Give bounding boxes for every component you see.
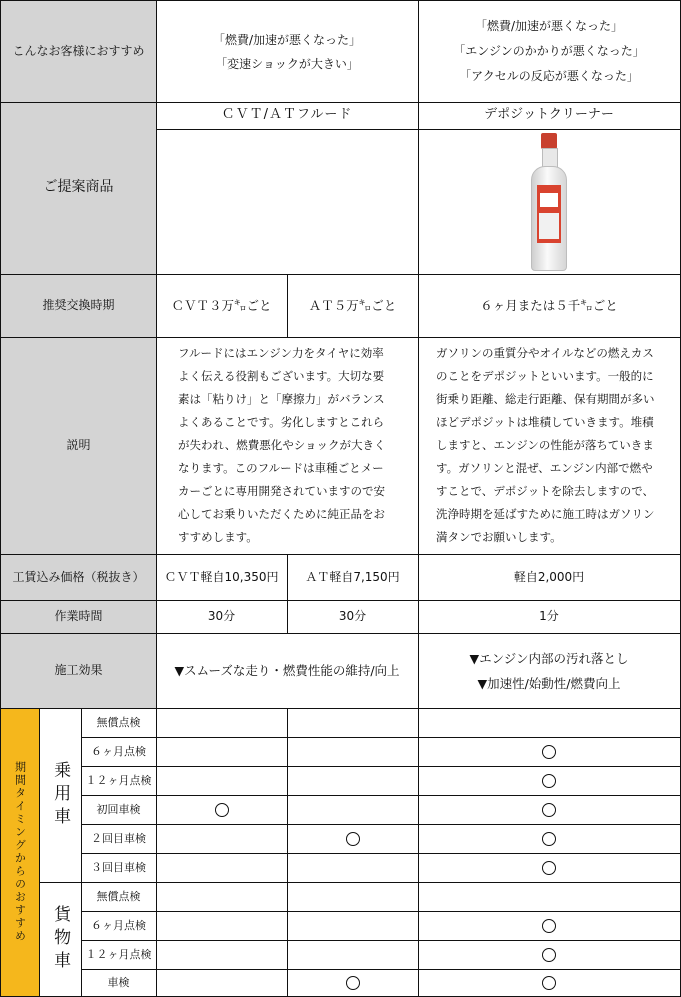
fluid-desc-line: 素は「粘りけ」と「摩擦力」がバランス [178, 392, 385, 406]
interval-label-cell [1, 274, 156, 337]
effect-fluid-cell [156, 633, 418, 708]
circle-mark-icon [542, 774, 556, 788]
timing-row-label-cell [81, 882, 156, 911]
effect-label: 施工効果 [54, 663, 103, 678]
fluid-customer-line: 「変速ショックが大きい」 [215, 56, 359, 71]
fluid-desc-line: すすめします。 [178, 530, 258, 544]
price-cvt-cell [156, 554, 287, 600]
fluid-desc-line: 心してお乗りいただくために純正品をお [178, 507, 385, 521]
circle-mark-icon [542, 919, 556, 933]
circle-mark-icon [346, 832, 360, 846]
work-time-label-cell [1, 600, 156, 633]
interval-at-cell [287, 274, 418, 337]
interval-cleaner-cell [418, 274, 680, 337]
effect-cleaner-line: ▼エンジン内部の汚れ落とし [469, 650, 629, 666]
fluid-product-name: ＣＶＴ/ＡＴフルード [221, 107, 353, 123]
fluid-desc-line: よく伝える役割もございます。大切な要 [178, 369, 385, 383]
product-label-cell [1, 102, 156, 274]
grid-line [39, 882, 681, 883]
cleaner-desc-line: のことをデポジットといいます。一般的に [436, 369, 654, 383]
timing-row-label: ６ヶ月点検 [91, 918, 146, 932]
price-at-cell [287, 554, 418, 600]
timing-cleaner-cell [418, 708, 680, 737]
timing-cleaner-cell [418, 940, 680, 969]
price-at: ＡＴ軽自7,150円 [305, 569, 400, 584]
fluid-desc-line: よくあることです。劣化しますとこれら [178, 415, 385, 429]
timing-at-cell [287, 911, 418, 940]
interval-cvt-cell [156, 274, 287, 337]
cleaner-customer-line: 「アクセルの反応が悪くなった」 [459, 69, 639, 83]
circle-mark-icon [542, 976, 556, 990]
timing-cvt-cell [156, 853, 287, 882]
cleaner-description-cell [418, 337, 680, 554]
description-label: 説明 [66, 438, 91, 453]
grid-line [0, 0, 1, 997]
timing-cleaner-cell [418, 795, 680, 824]
customer-label: こんなお客様におすすめ [12, 44, 145, 59]
timing-at-cell [287, 737, 418, 766]
timing-at-cell [287, 882, 418, 911]
circle-mark-icon [542, 861, 556, 875]
circle-mark-icon [542, 803, 556, 817]
timing-row-label-cell [81, 853, 156, 882]
timing-row-label-cell [81, 737, 156, 766]
grid-line [0, 274, 681, 275]
timing-label-cell [1, 708, 39, 996]
timing-cvt-cell [156, 824, 287, 853]
timing-row-label: ３回目車検 [91, 860, 146, 874]
grid-line [0, 600, 681, 601]
timing-cvt-cell [156, 708, 287, 737]
timing-cleaner-cell [418, 882, 680, 911]
fluid-description [178, 342, 385, 549]
timing-row-label: 車検 [107, 975, 130, 989]
timing-row-label-cell [81, 795, 156, 824]
cleaner-desc-line: ほどデポジットは堆積していきます。堆積 [436, 415, 654, 429]
interval-label: 推奨交換時期 [42, 298, 115, 313]
timing-cleaner-cell [418, 824, 680, 853]
header-label-cell [1, 1, 156, 102]
work-time-label: 作業時間 [54, 609, 103, 624]
work-time-cleaner: 1分 [539, 609, 559, 624]
timing-at-cell [287, 766, 418, 795]
timing-row-label-cell [81, 708, 156, 737]
cleaner-customer-line: 「エンジンのかかりが悪くなった」 [453, 44, 645, 58]
timing-cvt-cell [156, 940, 287, 969]
timing-cleaner-cell [418, 766, 680, 795]
cargo-group-label: 貨物車 [50, 904, 71, 974]
product-label: ご提案商品 [43, 179, 114, 196]
cleaner-desc-line: しますと、エンジンの性能が落ちていきま [436, 438, 654, 452]
timing-row-label: ６ヶ月点検 [91, 744, 146, 758]
cleaner-bottle-icon [531, 133, 567, 271]
cleaner-name-cell [418, 102, 680, 129]
work-time-cvt-cell [156, 600, 287, 633]
circle-mark-icon [542, 745, 556, 759]
interval-cleaner: ６ヶ月または５千㌔ごと [480, 297, 618, 313]
fluid-desc-line: フルードにはエンジン力をタイヤに効率 [178, 346, 384, 360]
timing-row-label-cell [81, 824, 156, 853]
circle-mark-icon [346, 976, 360, 990]
timing-cleaner-cell [418, 911, 680, 940]
timing-row-label: １２ヶ月点検 [85, 773, 152, 787]
grid-line [287, 708, 288, 997]
work-time-at: 30分 [338, 609, 367, 624]
grid-line [0, 0, 681, 1]
timing-label: 期間タイミングからのおすすめ [13, 761, 27, 943]
grid-line [0, 102, 681, 103]
cleaner-desc-line: す。ガソリンと混ぜ、エンジン内部で燃や [436, 461, 653, 475]
effect-cleaner-line: ▼加速性/始動性/燃費向上 [477, 675, 621, 691]
timing-row-label-cell [81, 766, 156, 795]
circle-mark-icon [542, 832, 556, 846]
interval-cvt: ＣＶＴ３万㌔ごと [171, 297, 272, 313]
grid-line [81, 766, 681, 767]
timing-at-cell [287, 940, 418, 969]
description-label-cell [1, 337, 156, 554]
fluid-desc-line: が失われ、燃費悪化やショックが大きく [178, 438, 386, 452]
fluid-description-cell [156, 337, 418, 554]
timing-row-label-cell [81, 969, 156, 996]
work-time-cleaner-cell [418, 600, 680, 633]
timing-cvt-cell [156, 766, 287, 795]
timing-row-label: 無償点検 [96, 715, 141, 729]
cleaner-desc-line: ガソリンの重質分やオイルなどの燃えカス [436, 346, 654, 360]
cleaner-desc-line: 満タンでお願いします。 [436, 530, 562, 544]
timing-row-label-cell [81, 911, 156, 940]
timing-cvt-cell [156, 969, 287, 996]
cleaner-desc-line: すことで、デポジットを除去しますので、 [436, 484, 655, 498]
timing-cvt-cell [156, 882, 287, 911]
cleaner-product-name: デポジットクリーナー [484, 107, 614, 123]
fluid-customers-cell [156, 1, 418, 102]
fluid-desc-line: なります。このフルードは車種ごとメー [178, 461, 384, 475]
grid-line [0, 554, 681, 555]
grid-line [81, 708, 82, 997]
grid-line [0, 337, 681, 338]
grid-line [81, 911, 681, 912]
cleaner-desc-line: 洗浄時期を延ばすために施工時はガソリン [436, 507, 655, 521]
effect-label-cell [1, 633, 156, 708]
passenger-group-label: 乗用車 [50, 760, 71, 830]
cleaner-image-cell [418, 129, 680, 274]
work-time-cvt: 30分 [207, 609, 236, 624]
cleaner-desc-line: 街乗り距離、総走行距離、保有期間が多い [436, 392, 655, 406]
cleaner-description [436, 342, 655, 549]
timing-cvt-cell [156, 795, 287, 824]
grid-line [287, 554, 288, 634]
circle-mark-icon [215, 803, 229, 817]
grid-line [81, 737, 681, 738]
cleaner-customers-cell [418, 1, 680, 102]
grid-line [81, 824, 681, 825]
timing-at-cell [287, 708, 418, 737]
price-label-cell [1, 554, 156, 600]
fluid-image-cell [156, 129, 418, 274]
timing-cleaner-cell [418, 853, 680, 882]
grid-line [418, 0, 419, 997]
grid-line [81, 969, 681, 970]
timing-cvt-cell [156, 737, 287, 766]
passenger-group-cell [39, 708, 81, 882]
timing-at-cell [287, 824, 418, 853]
timing-at-cell [287, 969, 418, 996]
grid-line [0, 708, 681, 709]
grid-line [39, 708, 40, 997]
cargo-group-cell [39, 882, 81, 996]
price-cleaner-cell [418, 554, 680, 600]
price-cleaner: 軽自2,000円 [513, 569, 585, 584]
fluid-customer-line: 「燃費/加速が悪くなった」 [212, 32, 362, 47]
fluid-name-cell [156, 102, 418, 129]
grid-line [287, 274, 288, 338]
effect-cleaner-cell [418, 633, 680, 708]
price-cvt: ＣＶＴ軽自10,350円 [164, 569, 279, 584]
grid-line [0, 633, 681, 634]
circle-mark-icon [542, 948, 556, 962]
effect-fluid: ▼スムーズな走り・燃費性能の維持/向上 [174, 662, 400, 678]
timing-cleaner-cell [418, 737, 680, 766]
timing-row-label: ２回目車検 [91, 831, 146, 845]
timing-at-cell [287, 795, 418, 824]
timing-row-label: １２ヶ月点検 [85, 947, 152, 961]
timing-at-cell [287, 853, 418, 882]
grid-line [156, 0, 157, 997]
grid-line [81, 853, 681, 854]
interval-at: ＡＴ５万㌔ごと [308, 297, 397, 313]
work-time-at-cell [287, 600, 418, 633]
timing-row-label: 無償点検 [96, 889, 141, 903]
grid-line [81, 795, 681, 796]
timing-row-label: 初回車検 [96, 802, 141, 816]
timing-row-label-cell [81, 940, 156, 969]
price-label: 工賃込み価格（税抜き） [12, 569, 145, 584]
grid-line [81, 940, 681, 941]
fluid-desc-line: カーごとに専用開発されていますので安 [178, 484, 385, 498]
timing-cvt-cell [156, 911, 287, 940]
timing-cleaner-cell [418, 969, 680, 996]
cleaner-customer-line: 「燃費/加速が悪くなった」 [474, 19, 624, 33]
